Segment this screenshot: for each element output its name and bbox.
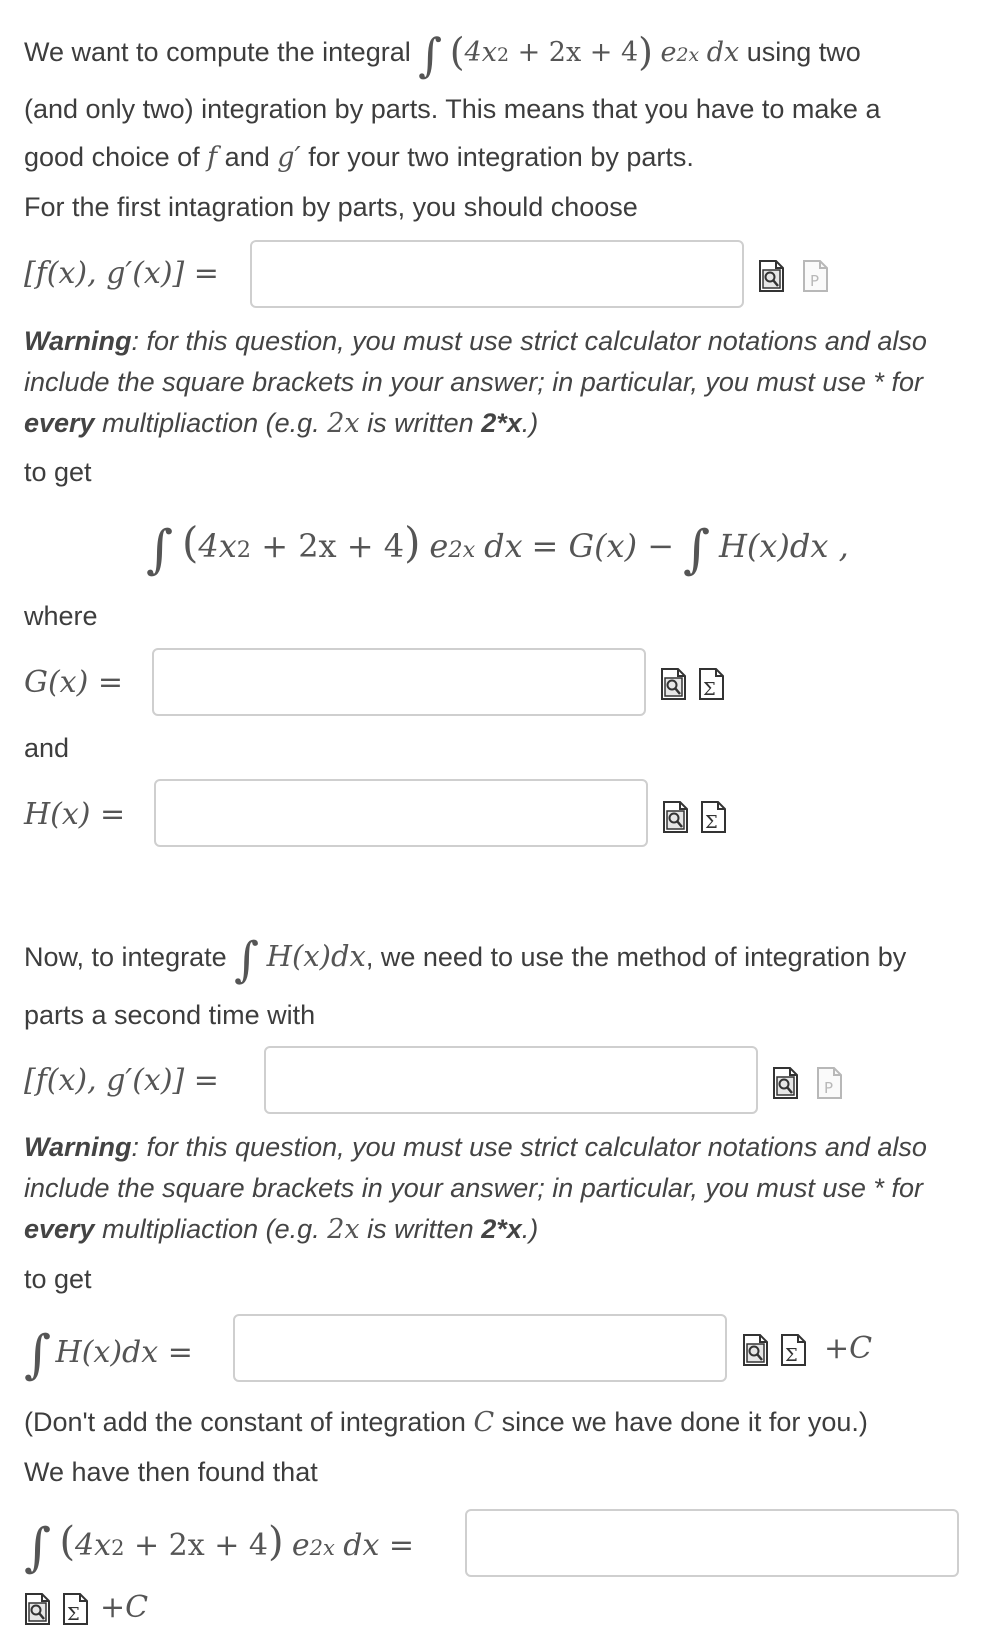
exp-power: 2x [448, 537, 476, 563]
integrand-rest: + 2x + 4 [508, 37, 639, 68]
integrand-rest: + 2x + 4 [251, 527, 405, 565]
exp-power: 2x [309, 1536, 335, 1560]
integrand-term: 4x [198, 527, 237, 565]
exp-base: e [660, 37, 677, 68]
preview-icon[interactable] [660, 667, 687, 701]
warning-text: is written [367, 408, 474, 438]
g-label: G(x) = [24, 665, 123, 700]
q2-answer-input[interactable] [264, 1046, 758, 1114]
note-text: since we have done it for you.) [501, 1407, 868, 1437]
intro-text: and [224, 142, 270, 172]
integrand-exponent: 2 [236, 537, 252, 563]
q1-answer-input[interactable] [250, 240, 744, 308]
where-label: where [24, 601, 98, 631]
svg-text:Σ: Σ [67, 1604, 80, 1625]
warning-example: 2*x [481, 408, 522, 438]
warning-text: .) [521, 1214, 539, 1244]
integrand-term: 4x [464, 37, 497, 68]
display-equation: ∫ $(4x^2 + 2x + 4)$ $e^{2x}$ dx = G(x) − ∫ H(x)dx , [146, 518, 849, 580]
warning-math: 2x [327, 1214, 360, 1245]
svg-text:Σ: Σ [703, 679, 716, 700]
preview-icon[interactable] [772, 1066, 799, 1100]
exp-base: e [291, 1528, 310, 1563]
warning-text: is written [367, 1214, 474, 1244]
preview-icon[interactable] [662, 800, 689, 834]
svg-text:P: P [810, 272, 820, 290]
integrand-rest: + 2x + 4 [124, 1528, 268, 1563]
warning-line-1 [24, 321, 927, 362]
h-answer-input[interactable] [154, 779, 648, 847]
warning-line-1 [24, 1127, 927, 1168]
warning-text: : for this question, you must use strict calculator notations and also [131, 1132, 927, 1162]
to-get-label: to get [24, 1264, 92, 1294]
exp-power: 2x [676, 44, 700, 66]
svg-text:Σ: Σ [785, 1345, 798, 1366]
final-answer-input[interactable] [465, 1509, 959, 1577]
final-lhs: ∫ $(4x^2 + 2x + 4)$ $e^{2x}$ dx = [24, 1518, 415, 1578]
intro-text-end: using two [746, 37, 861, 67]
warning-line-2: include the square brackets in your answer; in particular, you must use * for [24, 1173, 923, 1203]
intro-text: We want to compute the integral [24, 37, 411, 67]
q3-label-wrap [24, 1320, 193, 1383]
intro-line-3 [24, 140, 694, 175]
integral-sign: ∫ [146, 520, 174, 580]
preview-icon[interactable] [24, 1592, 51, 1626]
sigma-icon[interactable] [62, 1592, 89, 1626]
second-text: , we need to use the method of integration by [365, 942, 907, 972]
integral-sign: ∫ [24, 1325, 52, 1385]
integrand-exponent: 2 [496, 44, 509, 66]
second-line-1 [24, 932, 907, 988]
warning-line-3 [24, 403, 538, 444]
h-dx: H(x)dx [266, 939, 366, 973]
pdf-icon [816, 1066, 843, 1100]
note-c: C [473, 1407, 495, 1438]
warning-every: every [24, 1214, 95, 1244]
q3-answer-input[interactable] [233, 1314, 727, 1382]
integral-sign: ∫ [418, 28, 443, 82]
sigma-icon[interactable] [698, 667, 725, 701]
intro-text: good choice of [24, 142, 200, 172]
plus-c: +C [100, 1590, 149, 1625]
q1-label: [f(x), g′(x)] = [24, 256, 219, 291]
warning-math: 2x [327, 408, 360, 439]
warning-text: .) [521, 408, 539, 438]
final-dx-equals: dx = [343, 1528, 415, 1563]
q3-label: H(x)dx = [55, 1335, 193, 1370]
warning-text: multipliaction (e.g. [102, 1214, 320, 1244]
intro-text: for your two integration by parts. [308, 142, 694, 172]
exp-base: e [429, 527, 449, 565]
q1-prompt: For the first intagration by parts, you should choose [24, 192, 638, 222]
pdf-icon [802, 259, 829, 293]
dx: dx [484, 527, 523, 565]
intro-line-1: We want to compute the integral ∫ $(4x^2 + 2x + 4)$ $e^{2x}$ dx using two [24, 28, 861, 82]
and-label: and [24, 733, 70, 763]
gprime-symbol: g′ [277, 142, 301, 173]
warning-text: multipliaction (e.g. [102, 408, 320, 438]
integral-sign: ∫ [234, 932, 260, 988]
warning-line-2: include the square brackets in your answer; in particular, you must use * for [24, 367, 923, 397]
dx: dx [706, 37, 740, 68]
second-text: Now, to integrate [24, 942, 227, 972]
sigma-icon[interactable] [780, 1333, 807, 1367]
svg-text:P: P [824, 1079, 834, 1097]
rhs-H: H(x)dx , [718, 527, 849, 565]
second-line-2: parts a second time with [24, 1000, 316, 1030]
f-symbol: f [207, 142, 218, 173]
plus-c: +C [824, 1331, 873, 1366]
found-label: We have then found that [24, 1457, 318, 1487]
q2-label: [f(x), g′(x)] = [24, 1063, 219, 1098]
integrand-exponent: 2 [111, 1536, 125, 1560]
integral-sign: ∫ [682, 520, 711, 580]
preview-icon[interactable] [742, 1333, 769, 1367]
warning-example: 2*x [481, 1214, 522, 1244]
intro-line-2: (and only two) integration by parts. This means that you have to make a [24, 94, 881, 124]
warning-title: Warning [24, 326, 132, 356]
warning-every: every [24, 408, 95, 438]
integral-sign: ∫ [24, 1518, 52, 1578]
rhs-G: = G(x) − [531, 527, 675, 565]
note-text: (Don't add the constant of integration [24, 1407, 466, 1437]
sigma-icon[interactable] [700, 800, 727, 834]
warning-line-3 [24, 1209, 538, 1250]
warning-title: Warning [24, 1132, 132, 1162]
preview-icon[interactable] [758, 259, 785, 293]
warning-text: : for this question, you must use strict calculator notations and also [131, 326, 927, 356]
g-answer-input[interactable] [152, 648, 646, 716]
svg-text:Σ: Σ [705, 812, 718, 833]
h-label: H(x) = [24, 797, 126, 832]
to-get-label: to get [24, 457, 92, 487]
integrand-term: 4x [75, 1528, 112, 1563]
note-line [24, 1405, 868, 1440]
